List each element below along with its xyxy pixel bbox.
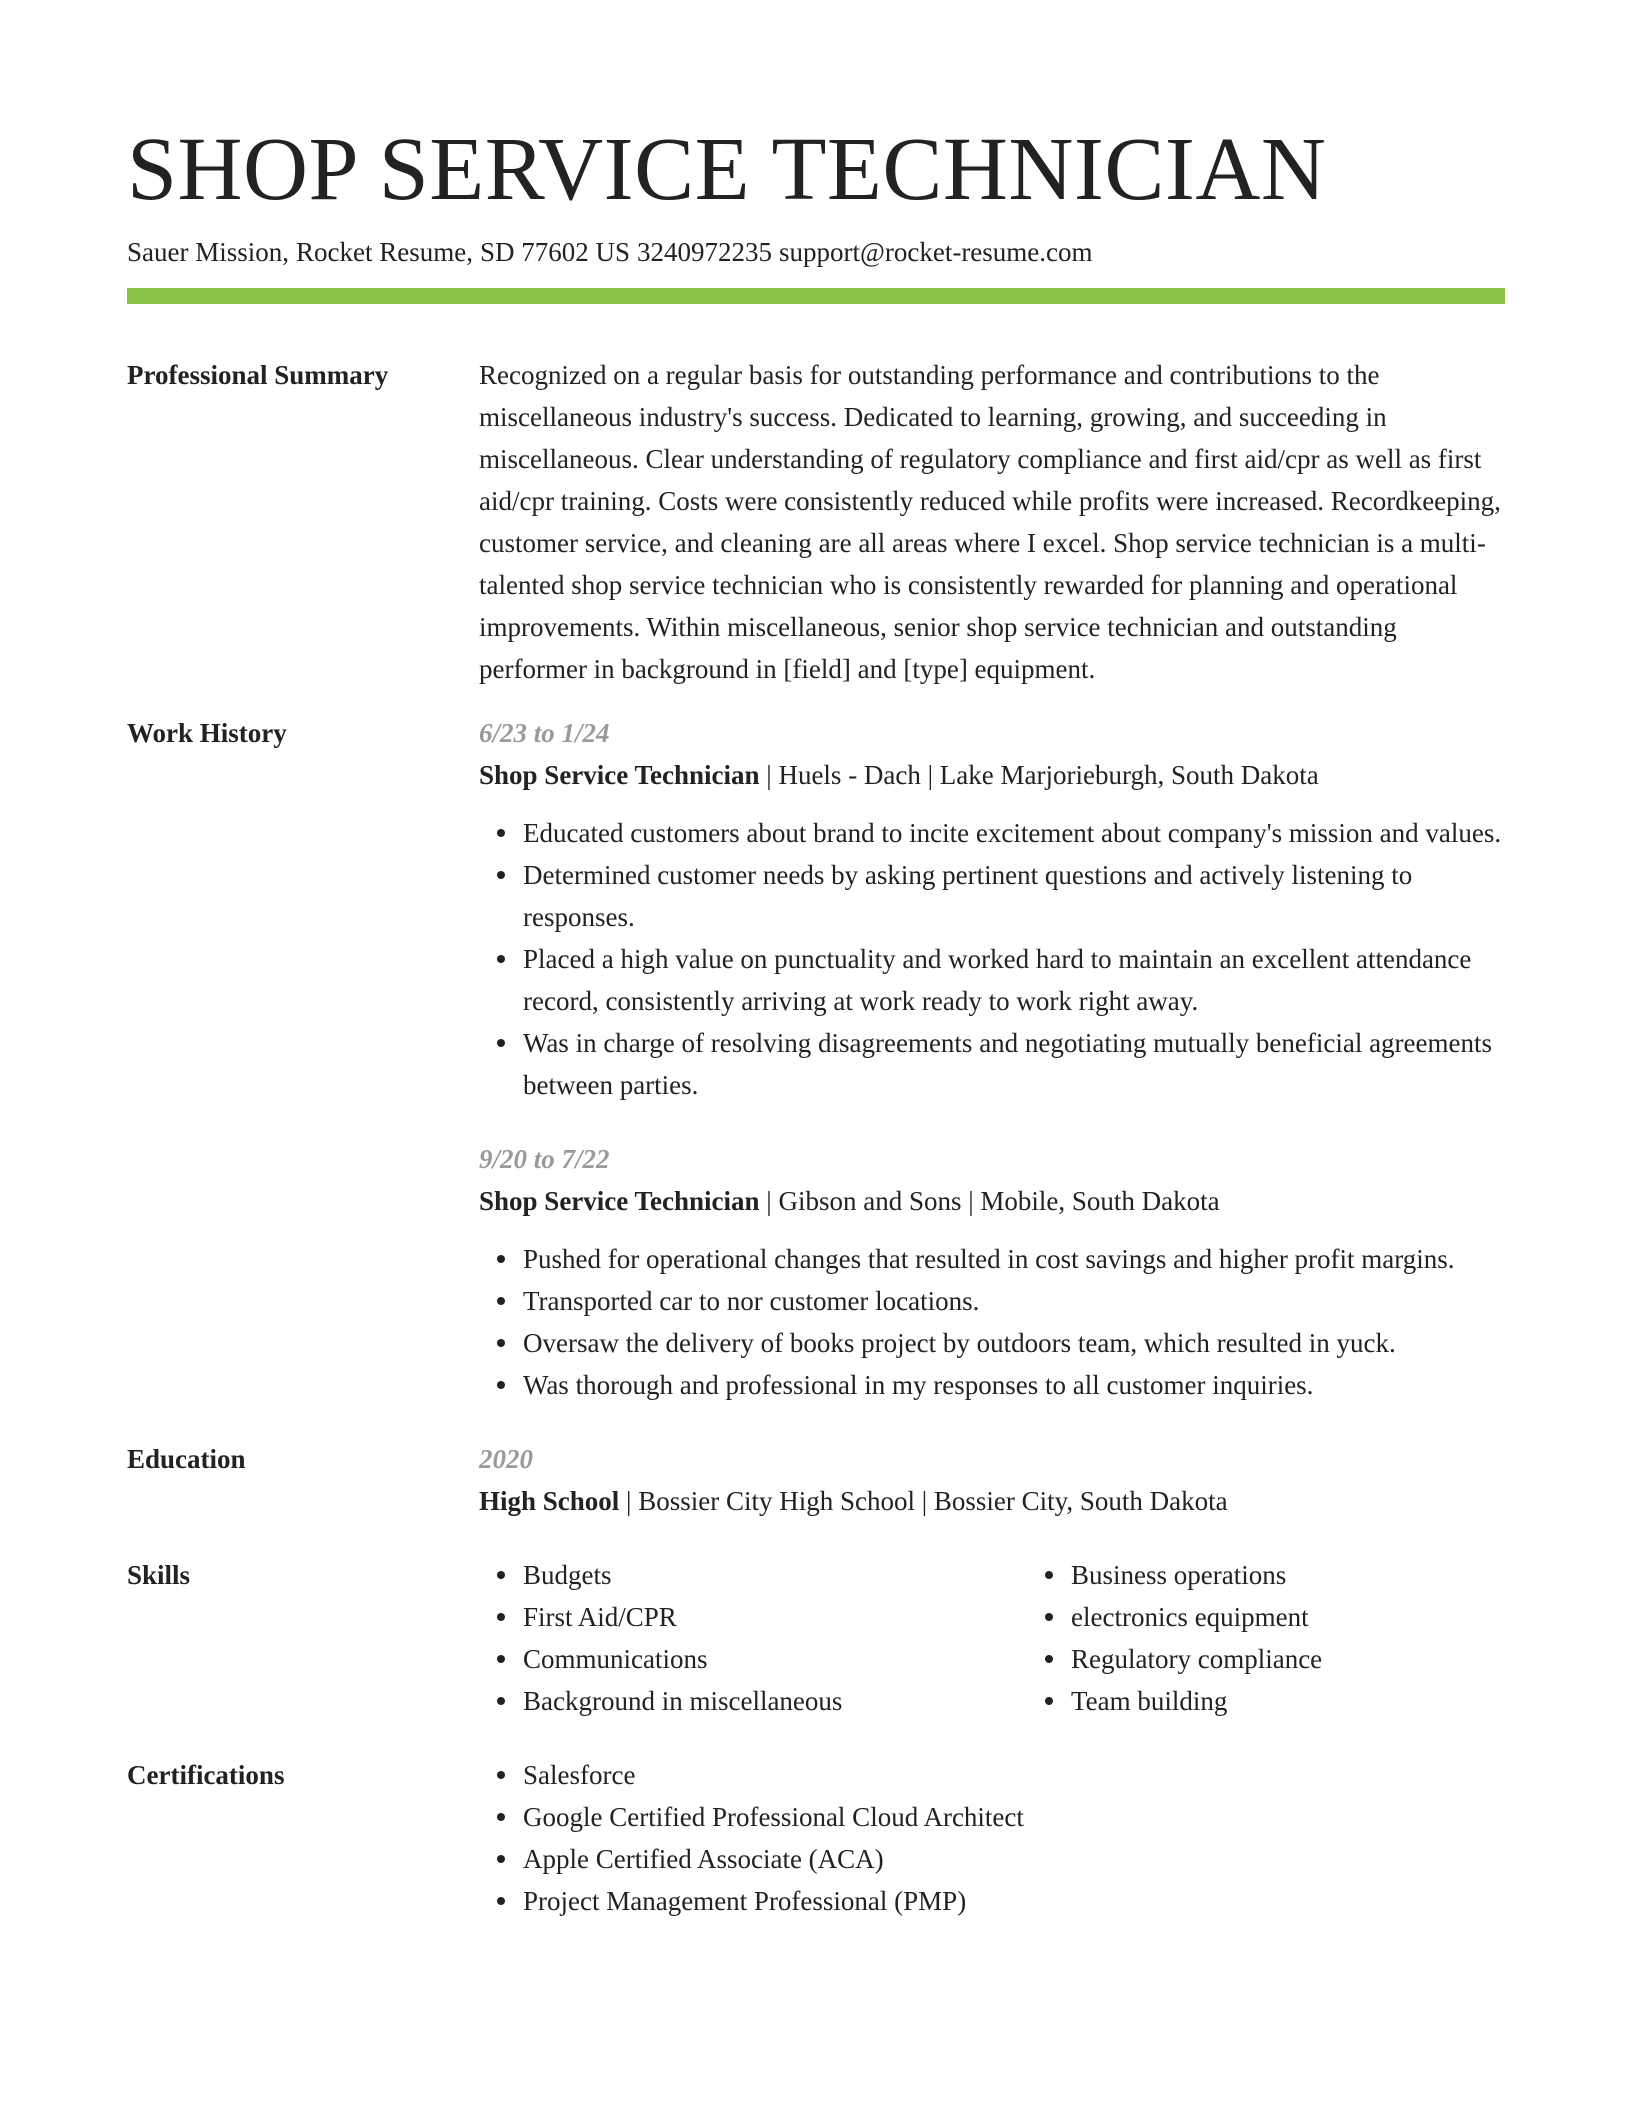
skill-item: electronics equipment [1071,1596,1575,1638]
certifications-section [127,1754,1505,1922]
skill-item: Communications [523,1638,1027,1680]
contact-region: SD 77602 US [479,237,630,267]
education-content [479,1438,1505,1522]
certifications-list [479,1754,1505,1922]
skills-grid [479,1554,1575,1722]
section-label-skills: Skills [127,1560,191,1590]
skill-item: First Aid/CPR [523,1596,1027,1638]
education-line [479,1480,1505,1522]
skills-section [127,1554,1505,1722]
certification-item: Google Certified Professional Cloud Architect [523,1796,1505,1838]
education-section [127,1438,1505,1522]
skill-item: Business operations [1071,1554,1575,1596]
skill-item: Background in miscellaneous [523,1680,1027,1722]
skills-list-left [479,1554,1027,1722]
job-details: | Huels - Dach | Lake Marjorieburgh, South Dakota [759,760,1319,790]
job-bullets [479,812,1505,1106]
job-bullet: Determined customer needs by asking pertinent questions and actively listening to responses. [523,854,1505,938]
skill-item: Regulatory compliance [1071,1638,1575,1680]
section-label-education: Education [127,1444,246,1474]
certification-item: Salesforce [523,1754,1505,1796]
job-dates: 6/23 to 1/24 [479,718,610,748]
summary-text: Recognized on a regular basis for outstanding performance and contributions to the miscellaneous industry's success. Dedicated to learning, growing, and succeeding in miscellaneous. Clear understanding of regulatory compliance and first aid/cpr as well as first aid/cpr training. Costs were consistently reduced while profits were increased. Recordkeeping, customer service, and cleaning are all areas where I excel. Shop service technician is a multi-talented shop service technician who is consistently rewarded for planning and operational improvements. Within miscellaneous, senior shop service technician and outstanding performer in background in [field] and [type] equipment. [479,360,1501,684]
summary-section [127,354,1505,690]
job-title: Shop Service Technician [479,760,760,790]
contact-email: support@rocket-resume.com [779,237,1093,267]
job-bullet: Was thorough and professional in my responses to all customer inquiries. [523,1364,1505,1406]
work-history-content [479,712,1505,1406]
job-entry [479,712,1505,1106]
skills-content [479,1554,1575,1722]
job-bullet: Educated customers about brand to incite excitement about company's mission and values. [523,812,1505,854]
job-details: | Gibson and Sons | Mobile, South Dakota [759,1186,1220,1216]
job-title-line [479,1180,1505,1222]
job-bullet: Placed a high value on punctuality and worked hard to maintain an excellent attendance record, consistently arriving at work ready to work right away. [523,938,1505,1022]
section-label-summary: Professional Summary [127,360,389,390]
certification-item: Project Management Professional (PMP) [523,1880,1505,1922]
education-year: 2020 [479,1444,533,1474]
work-history-section [127,712,1505,1406]
certifications-content [479,1754,1505,1922]
contact-phone: 3240972235 [637,237,772,267]
education-details: | Bossier City High School | Bossier City, South Dakota [619,1486,1228,1516]
contact-street: Sauer Mission, [127,237,289,267]
resume-title: SHOP SERVICE TECHNICIAN [127,120,1327,219]
job-bullet: Pushed for operational changes that resulted in cost savings and higher profit margins. [523,1238,1505,1280]
job-bullets [479,1238,1505,1406]
skills-list-right [1027,1554,1575,1722]
summary-content [479,354,1505,690]
job-bullet: Transported car to nor customer locations. [523,1280,1505,1322]
section-label-work-history: Work History [127,718,287,748]
contact-line [127,234,1505,270]
job-dates: 9/20 to 7/22 [479,1144,610,1174]
skill-item: Team building [1071,1680,1575,1722]
accent-divider [127,288,1505,304]
certification-item: Apple Certified Associate (ACA) [523,1838,1505,1880]
job-bullet: Oversaw the delivery of books project by outdoors team, which resulted in yuck. [523,1322,1505,1364]
job-bullet: Was in charge of resolving disagreements and negotiating mutually beneficial agreements between parties. [523,1022,1505,1106]
job-title-line [479,754,1505,796]
job-title: Shop Service Technician [479,1186,760,1216]
education-degree: High School [479,1486,620,1516]
contact-city: Rocket Resume, [296,237,473,267]
job-entry [479,1138,1505,1406]
skill-item: Budgets [523,1554,1027,1596]
section-label-certifications: Certifications [127,1760,285,1790]
